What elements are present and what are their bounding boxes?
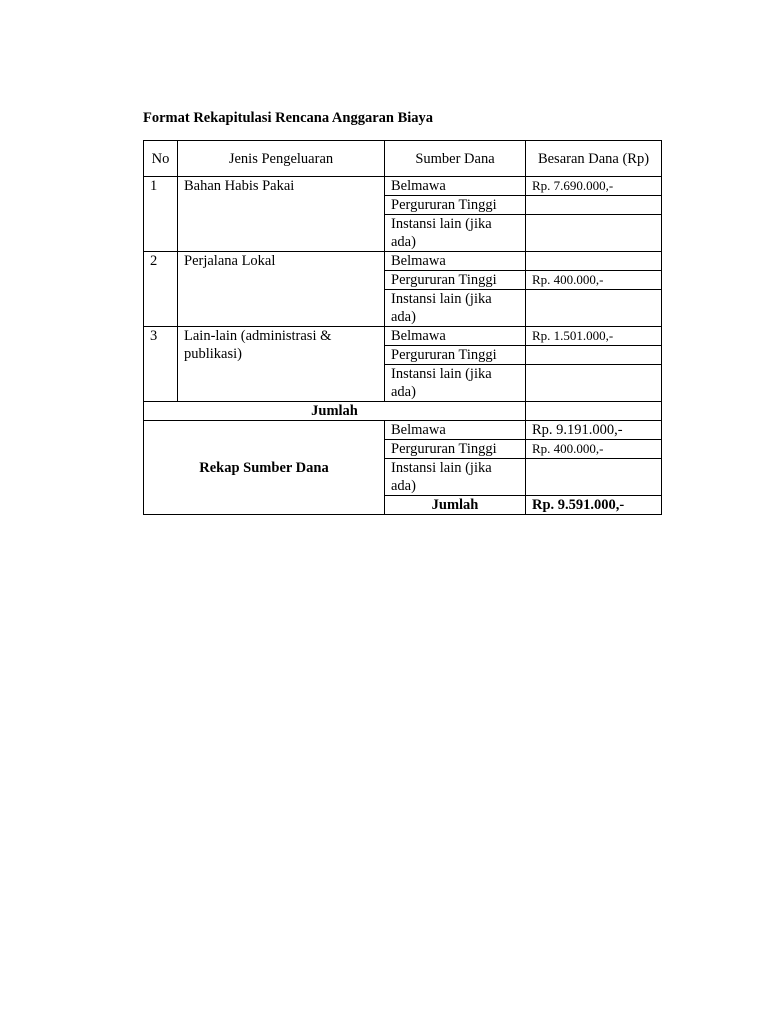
source-pt: Pergururan Tinggi xyxy=(385,440,526,459)
header-sumber: Sumber Dana xyxy=(385,141,526,177)
amount-cell: Rp. 400.000,- xyxy=(526,271,662,290)
source-instansi: Instansi lain (jika ada) xyxy=(385,365,526,402)
amount-cell xyxy=(526,215,662,252)
source-belmawa: Belmawa xyxy=(385,327,526,346)
header-dana: Besaran Dana (Rp) xyxy=(526,141,662,177)
item-no: 3 xyxy=(144,327,178,402)
item-jenis: Bahan Habis Pakai xyxy=(178,177,385,252)
table-row xyxy=(144,327,662,346)
amount-cell: Rp. 7.690.000,- xyxy=(526,177,662,196)
rekap-instansi-value xyxy=(526,459,662,496)
header-row xyxy=(144,141,662,177)
rekap-label: Rekap Sumber Dana xyxy=(144,421,385,515)
jumlah-row xyxy=(144,402,662,421)
item-jenis: Lain-lain (administrasi & publikasi) xyxy=(178,327,385,402)
amount-cell xyxy=(526,290,662,327)
table-row xyxy=(144,177,662,196)
source-pt: Pergururan Tinggi xyxy=(385,196,526,215)
rekap-pt-value: Rp. 400.000,- xyxy=(526,440,662,459)
amount-cell xyxy=(526,196,662,215)
item-no: 2 xyxy=(144,252,178,327)
amount-cell xyxy=(526,346,662,365)
amount-cell xyxy=(526,252,662,271)
page-title: Format Rekapitulasi Rencana Anggaran Biaya xyxy=(143,110,434,126)
source-belmawa: Belmawa xyxy=(385,421,526,440)
source-belmawa: Belmawa xyxy=(385,252,526,271)
budget-table xyxy=(143,140,662,515)
rekap-row xyxy=(144,421,662,440)
header-jenis: Jenis Pengeluaran xyxy=(178,141,385,177)
source-belmawa: Belmawa xyxy=(385,177,526,196)
source-instansi: Instansi lain (jika ada) xyxy=(385,290,526,327)
amount-cell: Rp. 1.501.000,- xyxy=(526,327,662,346)
header-no: No xyxy=(144,141,178,177)
rekap-total-value: Rp. 9.591.000,- xyxy=(526,496,662,515)
item-no: 1 xyxy=(144,177,178,252)
item-jenis: Perjalana Lokal xyxy=(178,252,385,327)
source-pt: Pergururan Tinggi xyxy=(385,271,526,290)
source-instansi: Instansi lain (jika ada) xyxy=(385,459,526,496)
rekap-belmawa-value: Rp. 9.191.000,- xyxy=(526,421,662,440)
source-instansi: Instansi lain (jika ada) xyxy=(385,215,526,252)
amount-cell xyxy=(526,365,662,402)
table-row xyxy=(144,252,662,271)
source-pt: Pergururan Tinggi xyxy=(385,346,526,365)
jumlah-label: Jumlah xyxy=(144,402,526,421)
rekap-total-label: Jumlah xyxy=(385,496,526,515)
jumlah-value xyxy=(526,402,662,421)
